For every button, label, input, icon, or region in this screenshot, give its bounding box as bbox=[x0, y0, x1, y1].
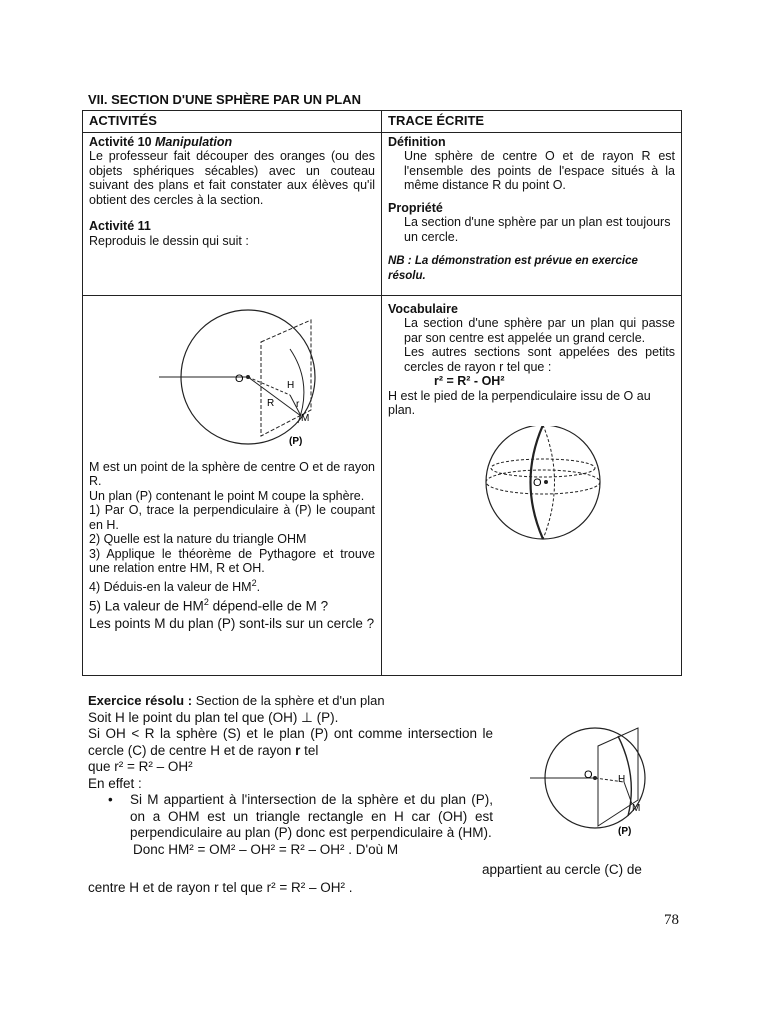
nb-note: NB : La démonstration est prévue en exercice résolu. bbox=[388, 255, 638, 282]
question-5: 5) La valeur de HM bbox=[89, 598, 204, 614]
vocab-label: Vocabulaire bbox=[388, 301, 458, 316]
question-intro: M est un point de la sphère de centre O et de rayon R. bbox=[89, 459, 375, 488]
great-circle-figure bbox=[388, 426, 668, 586]
question-5b: Les points M du plan (P) sont-ils sur un cercle ? bbox=[89, 615, 375, 631]
activities-table bbox=[82, 110, 682, 676]
exercice-tail: centre H et de rayon r tel que r² = R² – OH² . bbox=[88, 880, 353, 895]
exercice-line-2: Si OH < R la sphère (S) et le plan (P) ont comme intersection le cercle (C) de centre H et de rayon bbox=[88, 726, 493, 758]
activite11-label: Activité 11 bbox=[89, 219, 151, 233]
propriete-text: La section d'une sphère par un plan est toujours un cercle. bbox=[404, 215, 671, 244]
exercice-figure bbox=[510, 718, 660, 838]
activites-cell-top bbox=[83, 132, 382, 295]
label-m: M bbox=[301, 412, 310, 424]
trace-cell-top bbox=[382, 132, 682, 295]
question-4: 4) Déduis-en la valeur de HM bbox=[89, 579, 252, 594]
question-plan: Un plan (P) contenant le point M coupe la sphère. bbox=[89, 488, 365, 503]
col-activites-header: ACTIVITÉS bbox=[83, 111, 382, 133]
activite10-title: Manipulation bbox=[155, 134, 233, 149]
question-5-rest: dépend-elle de M ? bbox=[208, 598, 329, 614]
exercice-label: Exercice résolu : bbox=[88, 693, 193, 708]
label-p: (P) bbox=[289, 435, 303, 447]
exercice-line-2-r: r bbox=[295, 742, 301, 758]
ex-label-h: H bbox=[618, 774, 626, 785]
col-trace-header: TRACE ÉCRITE bbox=[382, 111, 682, 133]
exercice-line-1: Soit H le point du plan tel que (OH) ⊥ (P). bbox=[88, 709, 339, 725]
exercice-donc: Donc HM² = OM² – OH² = R² – OH² . D'où M bbox=[133, 841, 399, 857]
page-number: 78 bbox=[664, 912, 679, 928]
bullet-dot: • bbox=[108, 792, 113, 807]
ex-label-p: (P) bbox=[618, 826, 632, 837]
definition-text: Une sphère de centre O et de rayon R est l'ensemble des points de l'espace situés à la même distance R du point O. bbox=[404, 149, 675, 192]
label-o: O bbox=[235, 372, 244, 385]
vocab-text-1: La section d'une sphère par un plan qui passe par son centre est appelée un grand cercle. bbox=[404, 316, 675, 345]
vocab-formula: r² = R² - OH² bbox=[434, 374, 505, 388]
exercice-resolu bbox=[88, 693, 493, 858]
label-big-r: R bbox=[267, 397, 275, 409]
activites-cell-bottom: O H r R M (P) M est un point de la sphère de centre O et de rayon R. Un plan (P) contenant le point M coupe la sphère. 1) Par O, trace la perpendiculaire à (P) le coupant en H. 2) Quelle est la nature du triangle OHM 3) Applique le théorème de Pythagore et trouve une relation entre HM, R et OH. 4) Déduis-en la valeur de $HM^2$. 5) La valeur de $HM^2$ dépend-elle de M ? Les points M du plan (P) sont-ils sur un cercle ? bbox=[83, 295, 382, 675]
propriete-label: Propriété bbox=[388, 200, 443, 215]
section-title: VII. SECTION D'UNE SPHÈRE PAR UN PLAN bbox=[88, 92, 361, 107]
ex-label-m: M bbox=[632, 803, 641, 814]
exercice-line-3: que r² = R² – OH² bbox=[88, 759, 193, 774]
label-h: H bbox=[287, 379, 295, 391]
vocab-text-2: Les autres sections sont appelées des petits cercles de rayon r tel que : bbox=[404, 345, 675, 374]
label-center-o: O bbox=[533, 476, 542, 489]
trace-cell-bottom bbox=[382, 295, 682, 675]
question-1: 1) Par O, trace la perpendiculaire à (P) le coupant en H. bbox=[89, 503, 375, 532]
label-r: r bbox=[296, 398, 300, 410]
question-3: 3) Applique le théorème de Pythagore et trouve une relation entre HM, R et OH. bbox=[89, 546, 375, 575]
exercice-line-2-end: tel bbox=[300, 742, 319, 758]
vocab-text-3: H est le pied de la perpendiculaire issu de O au plan. bbox=[388, 388, 651, 417]
exercice-appartient: appartient au cercle (C) de bbox=[482, 862, 642, 877]
exercice-bullet: Si M appartient à l'intersection de la sphère et du plan (P), on a OHM est un triangle rectangle en H car (OH) est perpendiculaire au plan (P) donc est perpendiculaire à (HM). bbox=[130, 792, 493, 840]
exercice-line-4: En effet : bbox=[88, 775, 142, 791]
exercice-title: Section de la sphère et d'un plan bbox=[195, 693, 385, 708]
question-2: 2) Quelle est la nature du triangle OHM bbox=[89, 532, 307, 546]
ex-label-o: O bbox=[584, 769, 593, 781]
activite11-text: Reproduis le dessin qui suit : bbox=[89, 233, 249, 248]
sphere-section-figure bbox=[89, 298, 373, 458]
activite10-text: Le professeur fait découper des oranges (ou des objets sphériques sécables) avec un couteau suivant des plans et fait constater aux élèves qu'il obtient des cercles à la section. bbox=[89, 149, 375, 207]
definition-label: Définition bbox=[388, 134, 446, 149]
activite10-label: Activité 10 bbox=[89, 134, 152, 149]
